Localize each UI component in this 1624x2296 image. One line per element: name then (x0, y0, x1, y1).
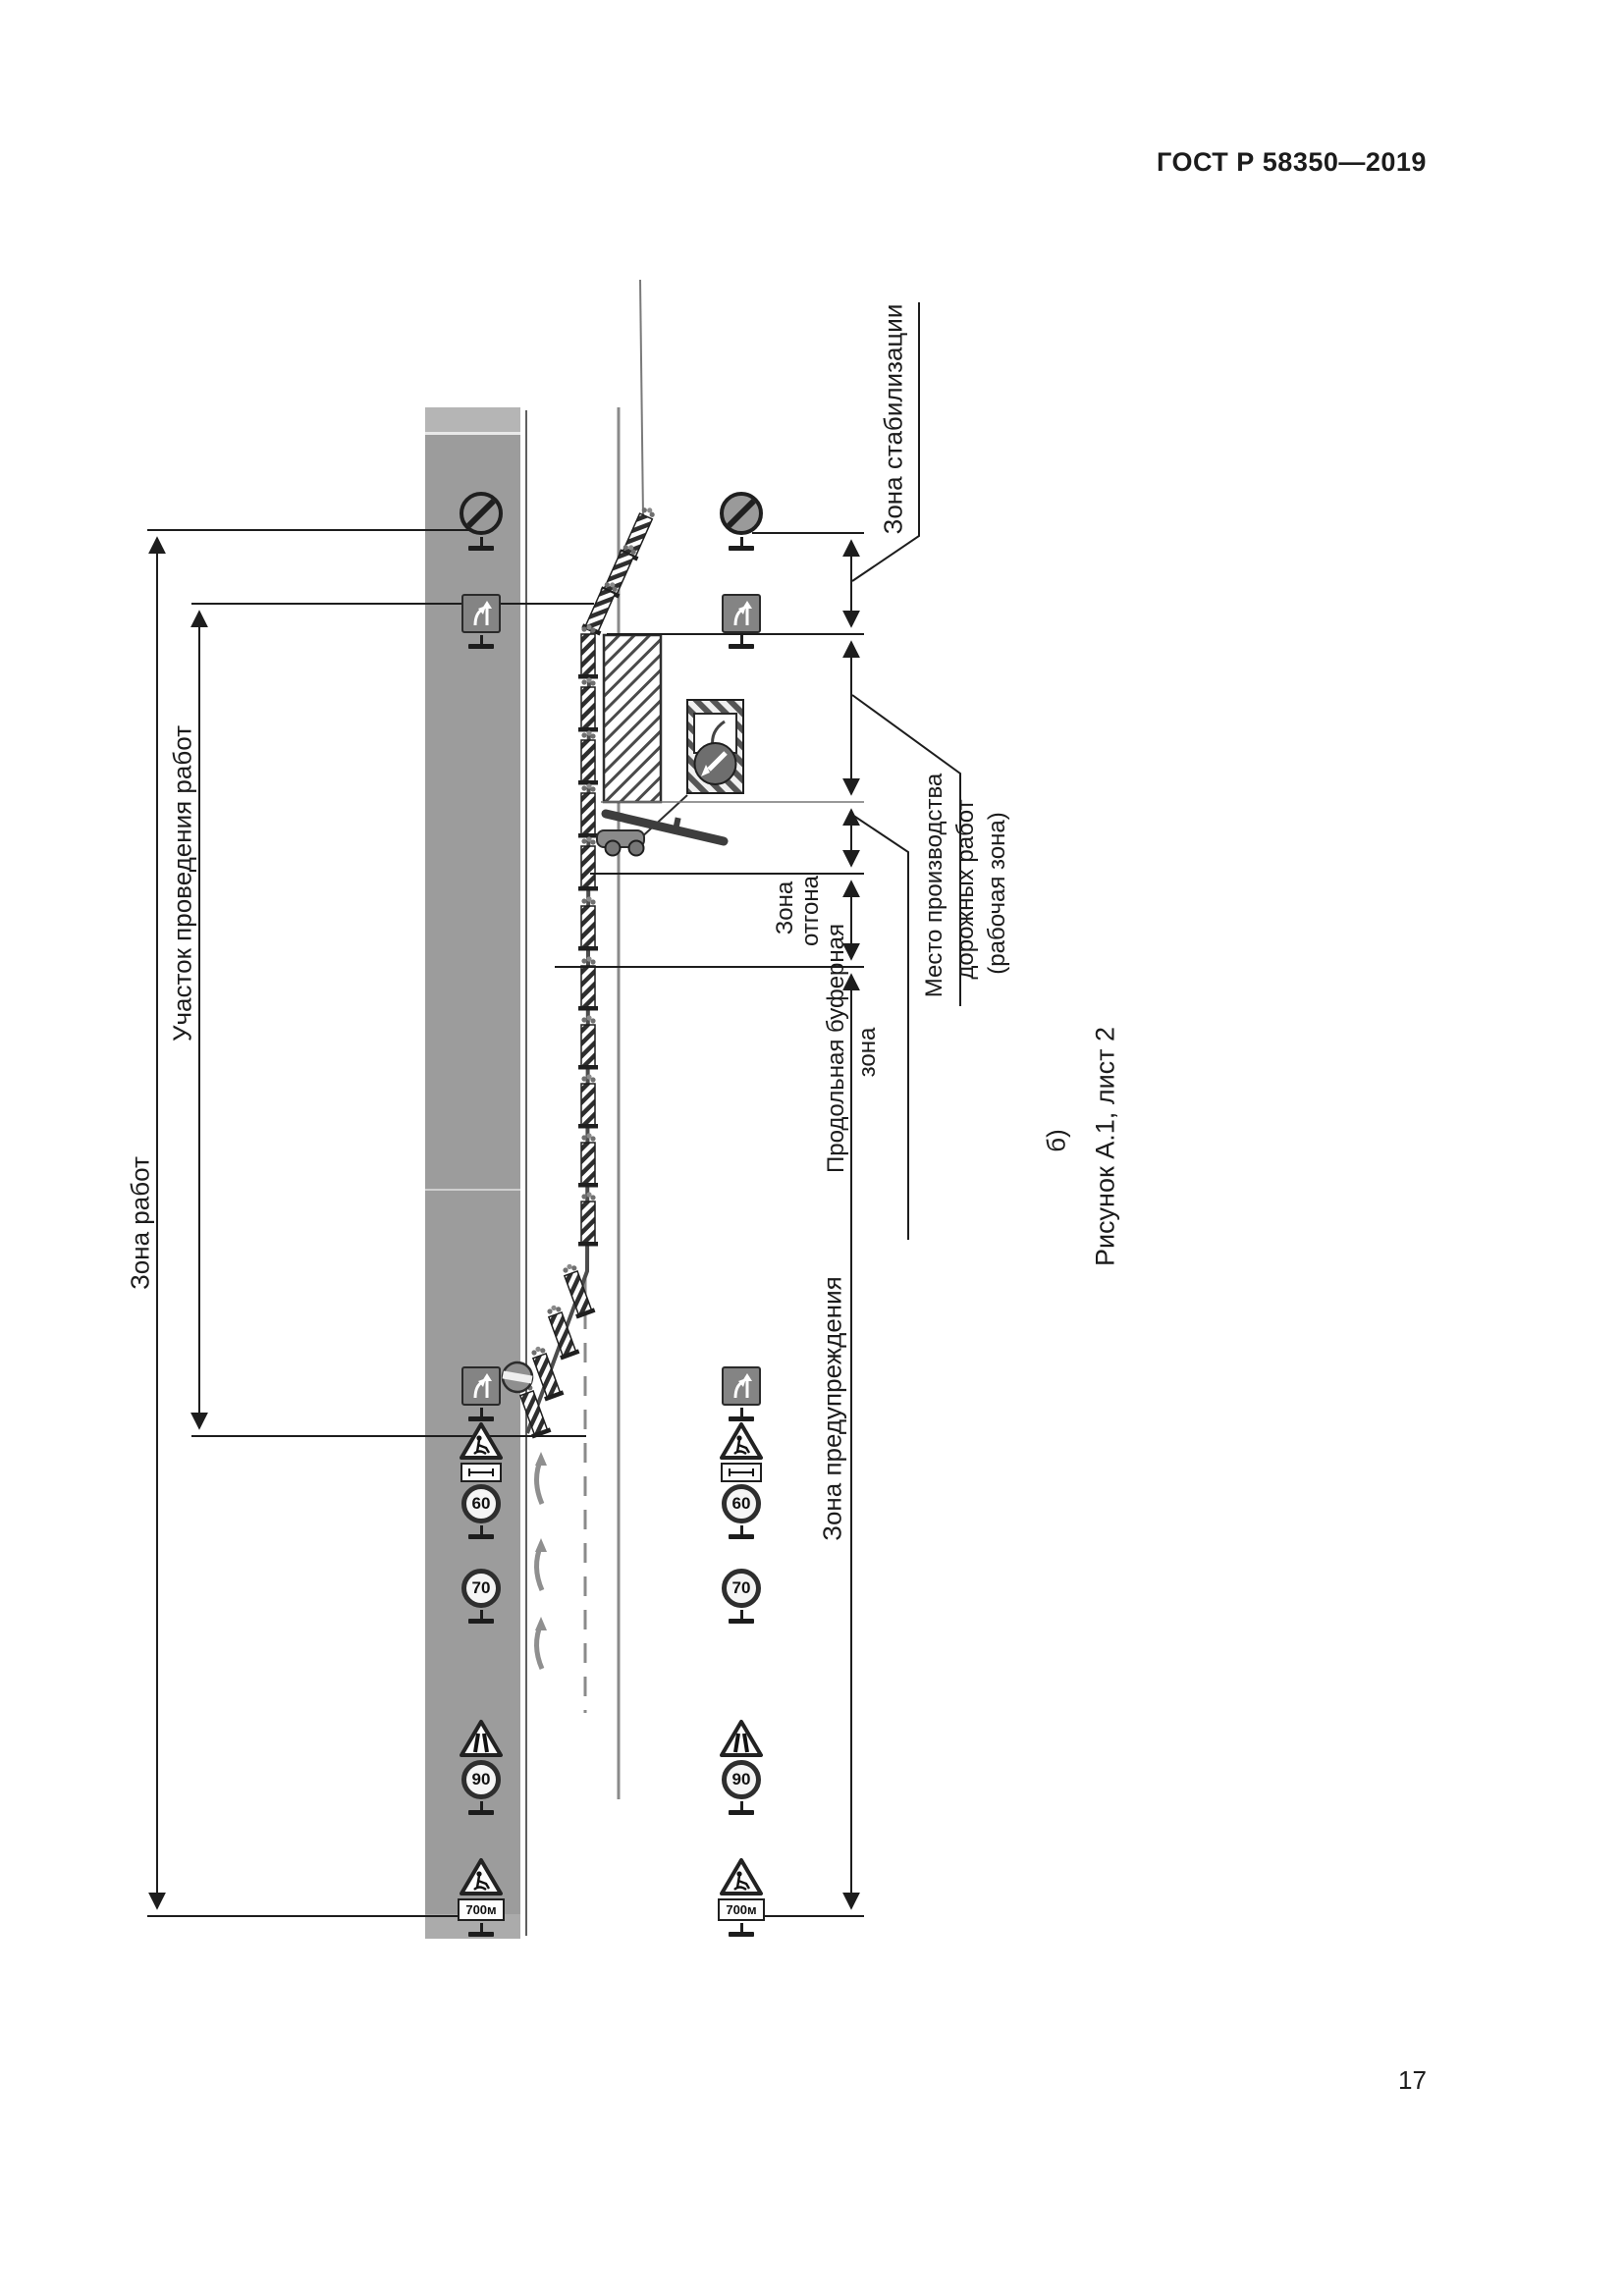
lane-change-arrows (535, 1452, 547, 1669)
lane-merge-sign-icon (461, 594, 501, 633)
sign-narrowing-90-side (718, 1719, 765, 1815)
end-of-restrictions-sign-icon (720, 492, 763, 535)
sign-roadworks-700m-road (458, 1857, 505, 1937)
distance-plate (458, 1898, 505, 1921)
lane-merge-sign-icon (722, 594, 761, 633)
speed-value: 70 (731, 1578, 751, 1597)
sign-roadworks-700m-side (718, 1857, 765, 1937)
sign-stand (729, 1525, 754, 1539)
sign-lane-merge-side-bottom (718, 1366, 765, 1421)
length-plate-icon (460, 1463, 502, 1482)
label-workplace-line3: (рабочая зона) (984, 812, 1010, 975)
sign-stand (468, 635, 494, 649)
sign-stand (729, 635, 754, 649)
sign-stand (729, 537, 754, 551)
sign-lane-merge-road-bottom (458, 1366, 505, 1421)
sign-roadworks-60-road (458, 1421, 505, 1539)
label-buffer-zone-line1: Продольная буферная (823, 923, 849, 1174)
page-title: ГОСТ Р 58350—2019 (1157, 147, 1427, 177)
roadworks-sign-icon (720, 1857, 763, 1896)
label-buffer-zone-line2: зона (854, 1027, 881, 1078)
sign-stand (729, 1801, 754, 1815)
label-workplace-line1: Место производства (921, 773, 947, 998)
speed-value: 90 (471, 1770, 491, 1789)
distance-value: 700м (465, 1902, 497, 1917)
work-area-hatch (604, 635, 661, 802)
sign-end-restrictions-road (458, 492, 505, 551)
figure-variant-label: б) (1041, 1129, 1071, 1152)
sign-lane-merge-side-top (718, 594, 765, 649)
figure-caption: Рисунок А.1, лист 2 (1090, 1026, 1120, 1267)
speed-value: 60 (731, 1494, 751, 1513)
sign-stand (468, 1408, 494, 1421)
sign-stand (468, 1610, 494, 1624)
label-taper-zone-line2: отгона (797, 876, 824, 946)
sign-roadworks-60-side (718, 1421, 765, 1539)
road-narrows-sign-icon (720, 1719, 763, 1758)
sign-narrowing-90-road (458, 1719, 505, 1815)
sign-speed-70-road (458, 1569, 505, 1624)
speed-limit-90-sign (461, 1760, 501, 1799)
sign-stand (468, 1525, 494, 1539)
sign-lane-merge-road-top (458, 594, 505, 649)
label-zona-rabot: Зона работ (125, 1156, 155, 1290)
sign-stand (468, 1923, 494, 1937)
speed-limit-60-sign (461, 1484, 501, 1523)
label-taper-zone-line1: Зона (772, 881, 798, 935)
speed-limit-70-sign (722, 1569, 761, 1608)
roadworks-sign-icon (720, 1421, 763, 1461)
label-warning-zone: Зона предупреждения (817, 1276, 847, 1541)
speed-limit-90-sign (722, 1760, 761, 1799)
slash-icon (463, 496, 498, 530)
page-number: 17 (1398, 2065, 1427, 2095)
slash-icon (724, 496, 758, 530)
speed-value: 90 (731, 1770, 751, 1789)
lane-merge-sign-icon (461, 1366, 501, 1406)
sign-speed-70-side (718, 1569, 765, 1624)
sign-stand (729, 1610, 754, 1624)
distance-plate (718, 1898, 765, 1921)
end-of-restrictions-sign-icon (460, 492, 503, 535)
sign-stand (729, 1923, 754, 1937)
speed-limit-70-sign (461, 1569, 501, 1608)
lane-merge-sign-icon (722, 1366, 761, 1406)
sign-stand (468, 1801, 494, 1815)
speed-limit-60-sign (722, 1484, 761, 1523)
label-stabilization-zone: Зона стабилизации (878, 303, 908, 535)
label-uchastok: Участок проведения работ (167, 724, 197, 1042)
sign-stand (468, 537, 494, 551)
length-plate-icon (721, 1463, 762, 1482)
roadworks-sign-icon (460, 1421, 503, 1461)
label-workplace-line2: дорожных работ (952, 799, 979, 980)
sign-stand (729, 1408, 754, 1421)
road-narrows-sign-icon (460, 1719, 503, 1758)
roadworks-sign-icon (460, 1857, 503, 1896)
speed-value: 70 (471, 1578, 491, 1597)
speed-value: 60 (471, 1494, 491, 1513)
distance-value: 700м (726, 1902, 757, 1917)
sign-end-restrictions-side (718, 492, 765, 551)
